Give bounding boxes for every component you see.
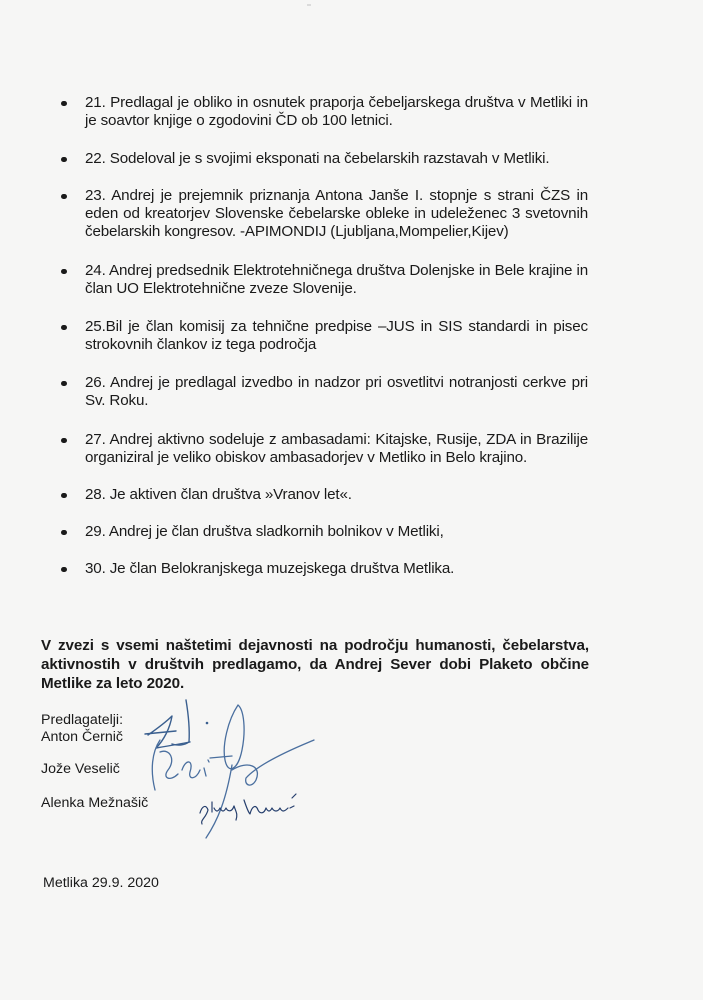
list-item-text: 26. Andrej je predlagal izvedbo in nadzor pri osvetlitvi notranjosti cerkve pri Sv. Roku.	[85, 374, 588, 409]
proposer-name: Anton Černič	[41, 729, 124, 745]
list-item	[0, 262, 588, 298]
signature-joze-veselic	[152, 705, 314, 838]
scan-speck	[307, 4, 311, 6]
list-item-text: 21. Predlagal je obliko in osnutek praporja čebeljarskega društva v Metliki in je soavtor knjige o zgodovini ČD ob 100 letnici.	[85, 94, 588, 129]
list-item	[0, 560, 588, 578]
list-item	[0, 187, 588, 241]
place-and-date: Metlika 29.9. 2020	[43, 875, 159, 891]
list-item	[0, 523, 588, 541]
list-item	[0, 94, 588, 130]
list-item-text: 29. Andrej je član društva sladkornih bolnikov v Metliki,	[85, 523, 444, 540]
bullet-icon	[61, 493, 67, 499]
list-item	[0, 150, 588, 168]
bullet-icon	[61, 567, 67, 573]
achievements-list	[0, 94, 703, 578]
list-item-text: 24. Andrej predsednik Elektrotehničnega društva Dolenjske in Bele krajine in član UO Elektrotehnične zveze Slovenije.	[85, 262, 588, 297]
list-item-text: 30. Je član Belokranjskega muzejskega društva Metlika.	[85, 560, 455, 577]
bullet-icon	[61, 194, 67, 200]
proposer-name: Jože Veselič	[41, 761, 120, 777]
list-item-text: 25.Bil je član komisij za tehnične predpise –JUS in SIS standardi in pisec strokovnih člankov iz tega področja	[85, 318, 588, 353]
signature-anton-cernic	[145, 700, 190, 748]
list-item	[0, 318, 588, 354]
bullet-icon	[61, 157, 67, 163]
closing-statement: V zvezi s vsemi naštetimi dejavnosti na področju humanosti, čebelarstva, aktivnostih v društvih predlagamo, da Andrej Sever dobi Plaketo občine Metlike za leto 2020.	[41, 637, 589, 693]
list-item	[0, 431, 588, 467]
list-item-text: 27. Andrej aktivno sodeluje z ambasadami: Kitajske, Rusije, ZDA in Brazilije organiziral je veliko obiskov ambasadorjev v Metliko in Belo krajino.	[85, 431, 588, 466]
list-item-text: 28. Je aktiven član društva »Vranov let«.	[85, 486, 352, 503]
list-item-text: 22. Sodeloval je s svojimi eksponati na čebelarskih razstavah v Metliki.	[85, 150, 550, 167]
proposers-label: Predlagatelji:	[41, 712, 124, 728]
signature-alenka-meznasic	[200, 794, 296, 824]
signature-dot	[206, 722, 209, 725]
bullet-icon	[61, 381, 67, 387]
list-item	[0, 374, 588, 410]
bullet-icon	[61, 269, 67, 275]
bullet-icon	[61, 325, 67, 331]
list-item	[0, 486, 588, 504]
bullet-icon	[61, 101, 67, 107]
bullet-icon	[61, 530, 67, 536]
list-item-text: 23. Andrej je prejemnik priznanja Antona Janše I. stopnje s strani ČZS in eden od kreatorjev Slovenske čebelarske obleke in udeleženec 3 svetovnih čebelarskih kongresov. -APIMONDIJ (Ljubljana,Mompelier,Kijev)	[85, 187, 588, 240]
bullet-icon	[61, 438, 67, 444]
proposer-name: Alenka Mežnašič	[41, 795, 149, 811]
